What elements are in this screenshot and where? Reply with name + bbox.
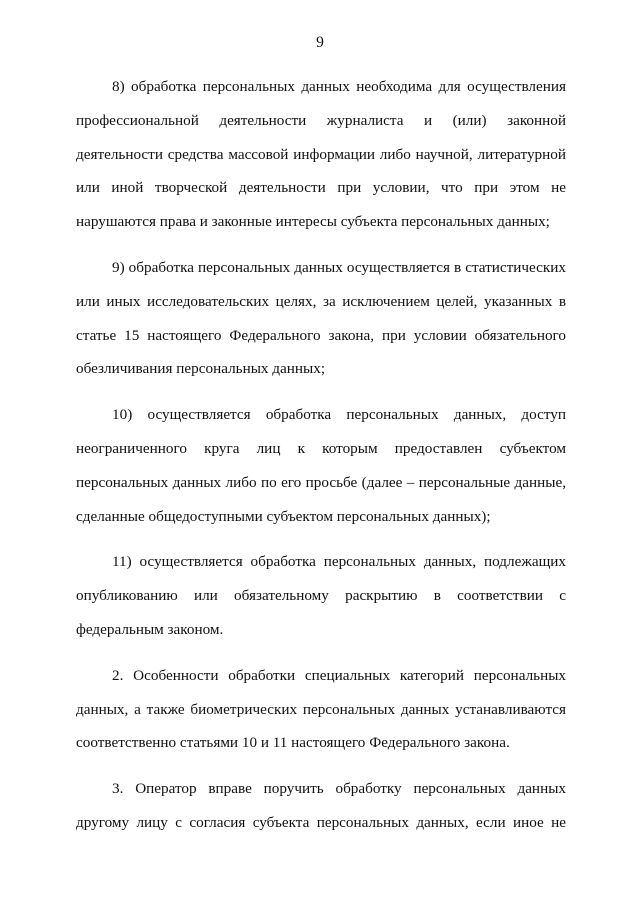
text-line: 11) осуществляется обработка персональных данных, подлежащих: [112, 553, 566, 571]
paragraph-part-3: [76, 772, 566, 840]
text-line: или иных исследовательских целях, за исключением целей, указанных в: [76, 292, 566, 310]
paragraph-item-8: [76, 70, 566, 239]
text-line: неограниченного круга лиц к которым предоставлен субъектом: [76, 439, 566, 457]
text-line: нарушаются права и законные интересы субъекта персональных данных;: [76, 213, 550, 231]
text-line: 8) обработка персональных данных необходима для осуществления: [112, 78, 566, 95]
text-line: соответственно статьями 10 и 11 настоящего Федерального закона.: [76, 734, 510, 752]
text-line: или иной творческой деятельности при условии, что при этом не: [76, 179, 566, 197]
text-line: сделанные общедоступными субъектом персональных данных);: [76, 507, 491, 525]
text-line: 3. Оператор вправе поручить обработку персональных данных: [112, 780, 566, 798]
page-number: 9: [316, 34, 324, 51]
paragraph-part-2: [76, 659, 566, 760]
text-line: опубликованию или обязательному раскрытию в соответствии с: [76, 587, 566, 605]
paragraph-item-9: [76, 251, 566, 386]
text-line: другому лицу с согласия субъекта персональных данных, если иное не: [76, 813, 566, 831]
text-line: статье 15 настоящего Федерального закона, при условии обязательного: [76, 326, 566, 344]
text-line: данных, а также биометрических персональных данных устанавливаются: [76, 700, 566, 718]
text-line: 10) осуществляется обработка персональных данных, доступ: [112, 406, 566, 424]
text-line: профессиональной деятельности журналиста и (или) законной: [76, 111, 566, 129]
paragraph-item-10: [76, 398, 566, 533]
text-line: деятельности средства массовой информации либо научной, литературной: [76, 145, 566, 163]
text-line: персональных данных либо по его просьбе (далее – персональные данные,: [76, 473, 566, 491]
paragraph-item-11: [76, 545, 566, 646]
text-line: 9) обработка персональных данных осуществляется в статистических: [112, 258, 566, 276]
text-line: обезличивания персональных данных;: [76, 360, 326, 378]
text-line: федеральным законом.: [76, 620, 224, 638]
document-body: [76, 70, 566, 852]
text-line: 2. Особенности обработки специальных категорий персональных: [112, 666, 566, 684]
